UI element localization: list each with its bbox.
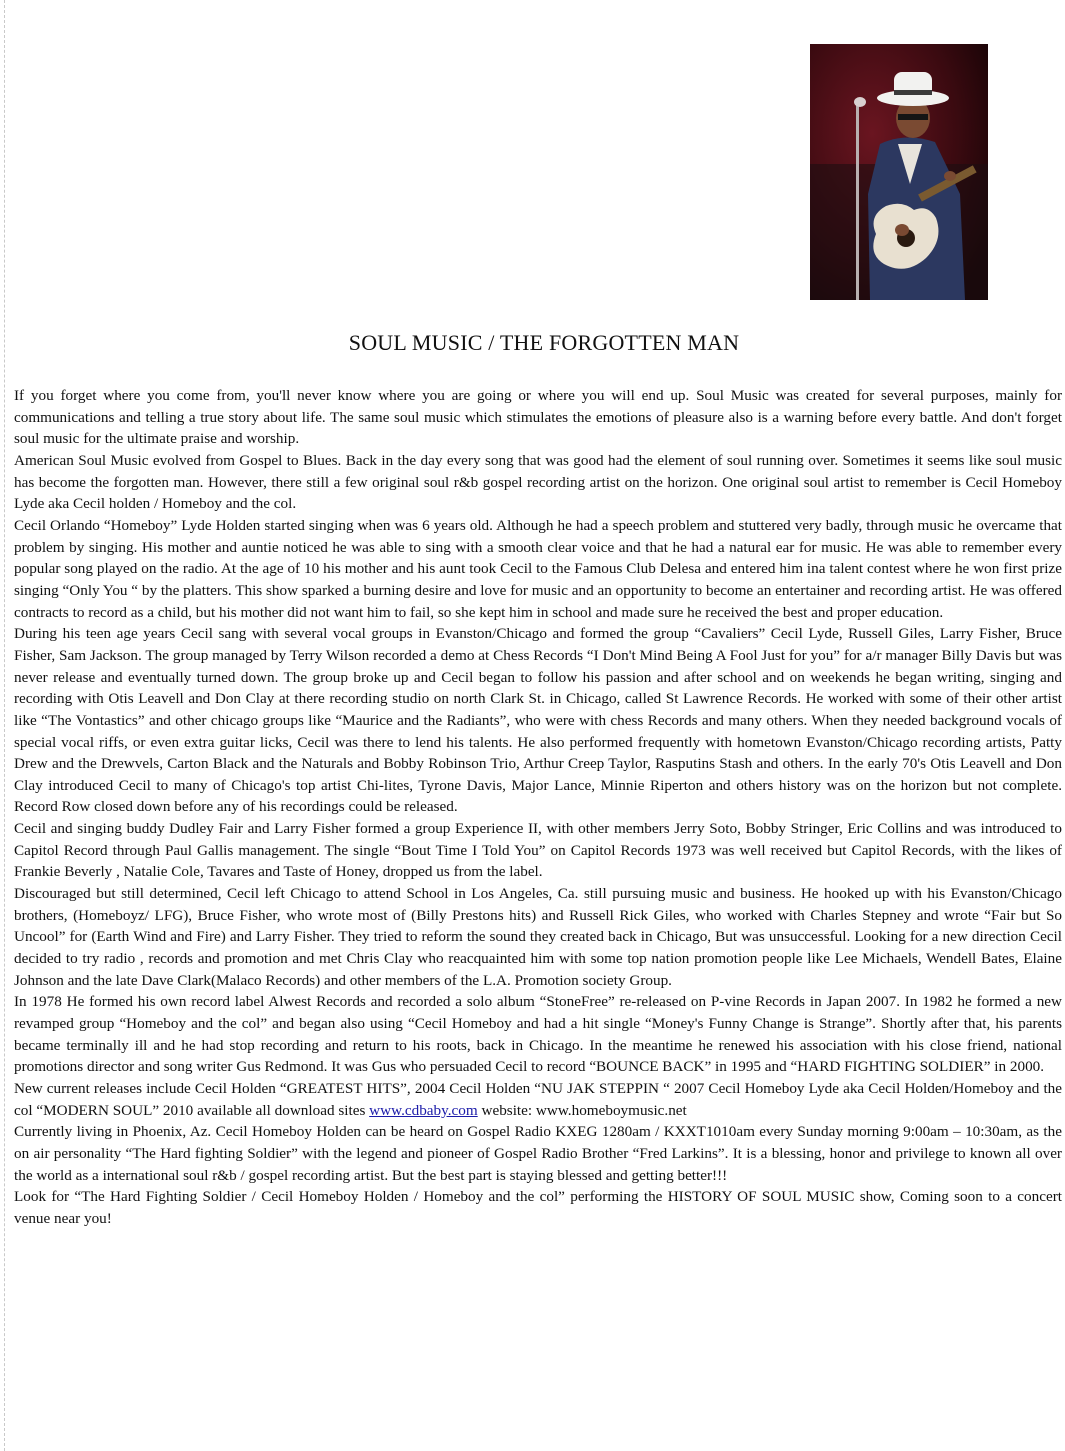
- paragraph: Look for “The Hard Fighting Soldier / Cecil Homeboy Holden / Homeboy and the col” performing the HISTORY OF SOUL MUSIC show, Coming soon to a concert venue near you!: [14, 1188, 1062, 1227]
- website-text: website: www.homeboymusic.net: [477, 1101, 687, 1119]
- article-body: [14, 385, 1062, 1230]
- paragraph: Discouraged but still determined, Cecil left Chicago to attend School in Los Angeles, Ca. still pursuing music and business. He hooked up with his Evanston/Chicago brothers, (Homeboyz/ LFG), Bruce Fisher, who wrote most of (Billy Prestons hits) and Russell Rick Giles, who worked with Charles Stepney and wrote “Fair but So Uncool” for (Earth Wind and Fire) and Larry Fisher. They tried to reform the sound they created back in Chicago, But was unsuccessful. Looking for a new direction Cecil decided to try radio , records and promotion and met Chris Clay who reacquainted him with some top nation promotion people like Lee Michaels, Wendell Bates, Elaine Johnson and the late Dave Clark(Malaco Records) and other members of the L.A. Promotion society Group.: [14, 885, 1062, 989]
- cdbaby-link[interactable]: www.cdbaby.com: [369, 1101, 478, 1119]
- page-edge-rule: [4, 0, 5, 1451]
- page-title: SOUL MUSIC / THE FORGOTTEN MAN: [348, 330, 740, 355]
- musician-photo: [810, 44, 988, 300]
- paragraph: During his teen age years Cecil sang with several vocal groups in Evanston/Chicago and formed the group “Cavaliers” Cecil Lyde, Russell Giles, Larry Fisher, Bruce Fisher, Sam Jackson. The group managed by Terry Wilson recorded a demo at Chess Records “I Don't Mind Being A Fool Just for you” for a/r manager Billy Davis but was never release and eventually turned down. The group broke up and Cecil began to follow his passion and after school and on weekends he began writing, singing and recording with Otis Leavell and Don Clay at there recording studio on north Clark St. in Chicago, called St Lawrence Records. He worked with some of their other artist like “The Vontastics” and other chicago groups like “Maurice and the Radiants”, who were with chess Records and many others. When they needed background vocals of special vocal riffs, or even extra guitar licks, Cecil was there to lend his talents. He also performed frequently with hometown Evanston/Chicago recording artists, Patty Drew and the Drewvels, Carton Black and the Naturals and Bobby Robinson Trio, Arthur Creep Taylor, Rasputins Stash and others. In the early 70's Otis Leavell and Don Clay introduced Cecil to many of Chicago's top artist Chi-lites, Tyrone Davis, Major Lance, Minnie Riperton and others history was on the horizon but not complete. Record Row closed down before any of his recordings could be released.: [14, 625, 1062, 816]
- paragraph: American Soul Music evolved from Gospel to Blues. Back in the day every song that was good had the element of soul running over. Sometimes it seems like soul music has become the forgotten man. However, there still a few original soul r&b gospel recording artist on the horizon. One original soul artist to remember is Cecil Homeboy Lyde aka Cecil holden / Homeboy and the col.: [14, 451, 1062, 513]
- paragraph: Cecil Orlando “Homeboy” Lyde Holden started singing when was 6 years old. Although he had a speech problem and stuttered very badly, through music he overcame that problem by singing. His mother and auntie noticed he was able to sing with a smooth clear voice and that he had a natural ear for music. He was able to remember every popular song played on the radio. At the age of 10 his mother and his aunt took Cecil to the Famous Club Delesa and entered him ina talent contest where he won first prize singing “Only You “ by the platters. This show sparked a burning desire and love for music and an opportunity to become an entertainer and recording artist. He was offered contracts to record as a child, but his mother did not want him to fail, so she kept him in school and made sure he received the best and proper education.: [14, 516, 1062, 621]
- releases-text: New current releases include Cecil Holden “GREATEST HITS”, 2004 Cecil Holden “NU JAK STEPPIN “ 2007 Cecil Homeboy Lyde aka Cecil Holden/Homeboy and the col “MODERN SOUL” 2010 available all download sites: [14, 1080, 1062, 1119]
- paragraph: Currently living in Phoenix, Az. Cecil Homeboy Holden can be heard on Gospel Radio KXEG 1280am / KXXT1010am every Sunday morning 9:00am – 10:30am, as the on air personality “The Hard fighting Soldier” with the legend and pioneer of Gospel Radio Brother “Fred Larkins”. It is a blessing, honor and privilege to known all over the world as a international soul r&b / gospel recording artist. But the best part is staying blessed and getting better!!!: [14, 1123, 1062, 1184]
- paragraph: If you forget where you come from, you'll never know where you are going or where you will end up. Soul Music was created for several purposes, mainly for communications and telling a true story about life. The same soul music which stimulates the emotions of pleasure also is a warning before every battle. And don't forget soul music for the ultimate praise and worship.: [14, 387, 1062, 448]
- paragraph-releases: [14, 1078, 1062, 1121]
- musician-photo-icon: [810, 44, 988, 300]
- paragraph: In 1978 He formed his own record label Alwest Records and recorded a solo album “StoneFree” re-released on P-vine Records in Japan 2007. In 1982 he formed a new revamped group “Homeboy and the col” and began also using “Cecil Homeboy and had a hit single “Money's Funny Change is Strange”. Shortly after that, his parents became terminally ill and he had stop recording and return to his roots, back in Chicago. In the meantime he renewed his association with his close friend, national promotions director and song writer Gus Redmond. It was Gus who persuaded Cecil to record “BOUNCE BACK” in 1995 and “HARD FIGHTING SOLDIER” in 2000.: [14, 993, 1062, 1076]
- paragraph: Cecil and singing buddy Dudley Fair and Larry Fisher formed a group Experience II, with other members Jerry Soto, Bobby Stringer, Eric Collins and was introduced to Capitol Record through Paul Gallis management. The single “Bout Time I Told You” on Capitol Records 1973 was well received but Capitol Records, with the likes of Frankie Beverly , Natalie Cole, Tavares and Taste of Honey, dropped us from the label.: [14, 820, 1062, 881]
